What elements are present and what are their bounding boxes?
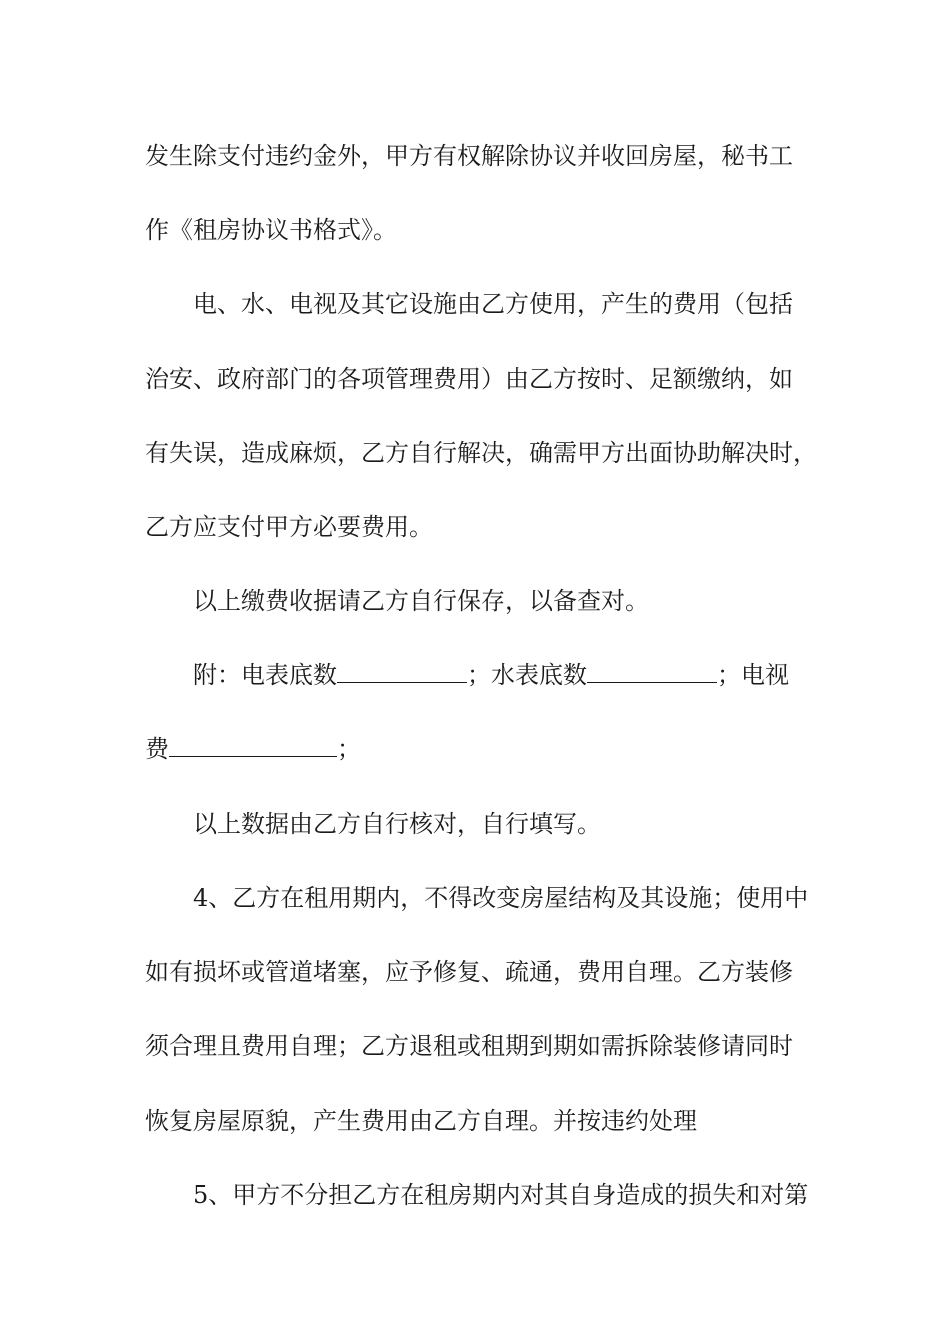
text-line-11: 须合理且费用自理；乙方退租或租期到期如需拆除装修请同时 (145, 1032, 793, 1060)
text-line-3: 电、水、电视及其它设施由乙方使用，产生的费用（包括 (193, 290, 793, 318)
tv-fee-line (145, 734, 361, 764)
meter-label: 附：电表底数 (193, 661, 337, 689)
text-line-1: 发生除支付违约金外，甲方有权解除协议并收回房屋，秘书工 (145, 142, 793, 170)
tv-label: ；电视 (717, 661, 789, 689)
tv-fee-blank[interactable] (169, 736, 337, 757)
text-line-8: 以上数据由乙方自行核对，自行填写。 (193, 810, 601, 838)
text-line-9: 4、乙方在租用期内，不得改变房屋结构及其设施；使用中 (193, 884, 809, 912)
text-line-2: 作《租房协议书格式》。 (145, 216, 397, 244)
text-line-12: 恢复房屋原貌，产生费用由乙方自理。并按违约处理 (145, 1107, 697, 1135)
text-line-5: 有失误，造成麻烦，乙方自行解决，确需甲方出面协助解决时， (145, 439, 817, 467)
text-line-4: 治安、政府部门的各项管理费用）由乙方按时、足额缴纳，如 (145, 365, 793, 393)
text-line-7: 以上缴费收据请乙方自行保存，以备查对。 (193, 587, 649, 615)
water-label: ；水表底数 (467, 661, 587, 689)
water-blank[interactable] (587, 662, 717, 683)
text-line-6: 乙方应支付甲方必要费用。 (145, 513, 433, 541)
tv-fee-label: 费 (145, 735, 169, 763)
meter-blank[interactable] (337, 662, 467, 683)
meter-reading-line (193, 660, 789, 690)
text-line-10: 如有损坏或管道堵塞，应予修复、疏通，费用自理。乙方装修 (145, 958, 793, 986)
tv-fee-end-mark: ； (337, 735, 361, 763)
text-line-13: 5、甲方不分担乙方在租房期内对其自身造成的损失和对第 (193, 1181, 809, 1209)
